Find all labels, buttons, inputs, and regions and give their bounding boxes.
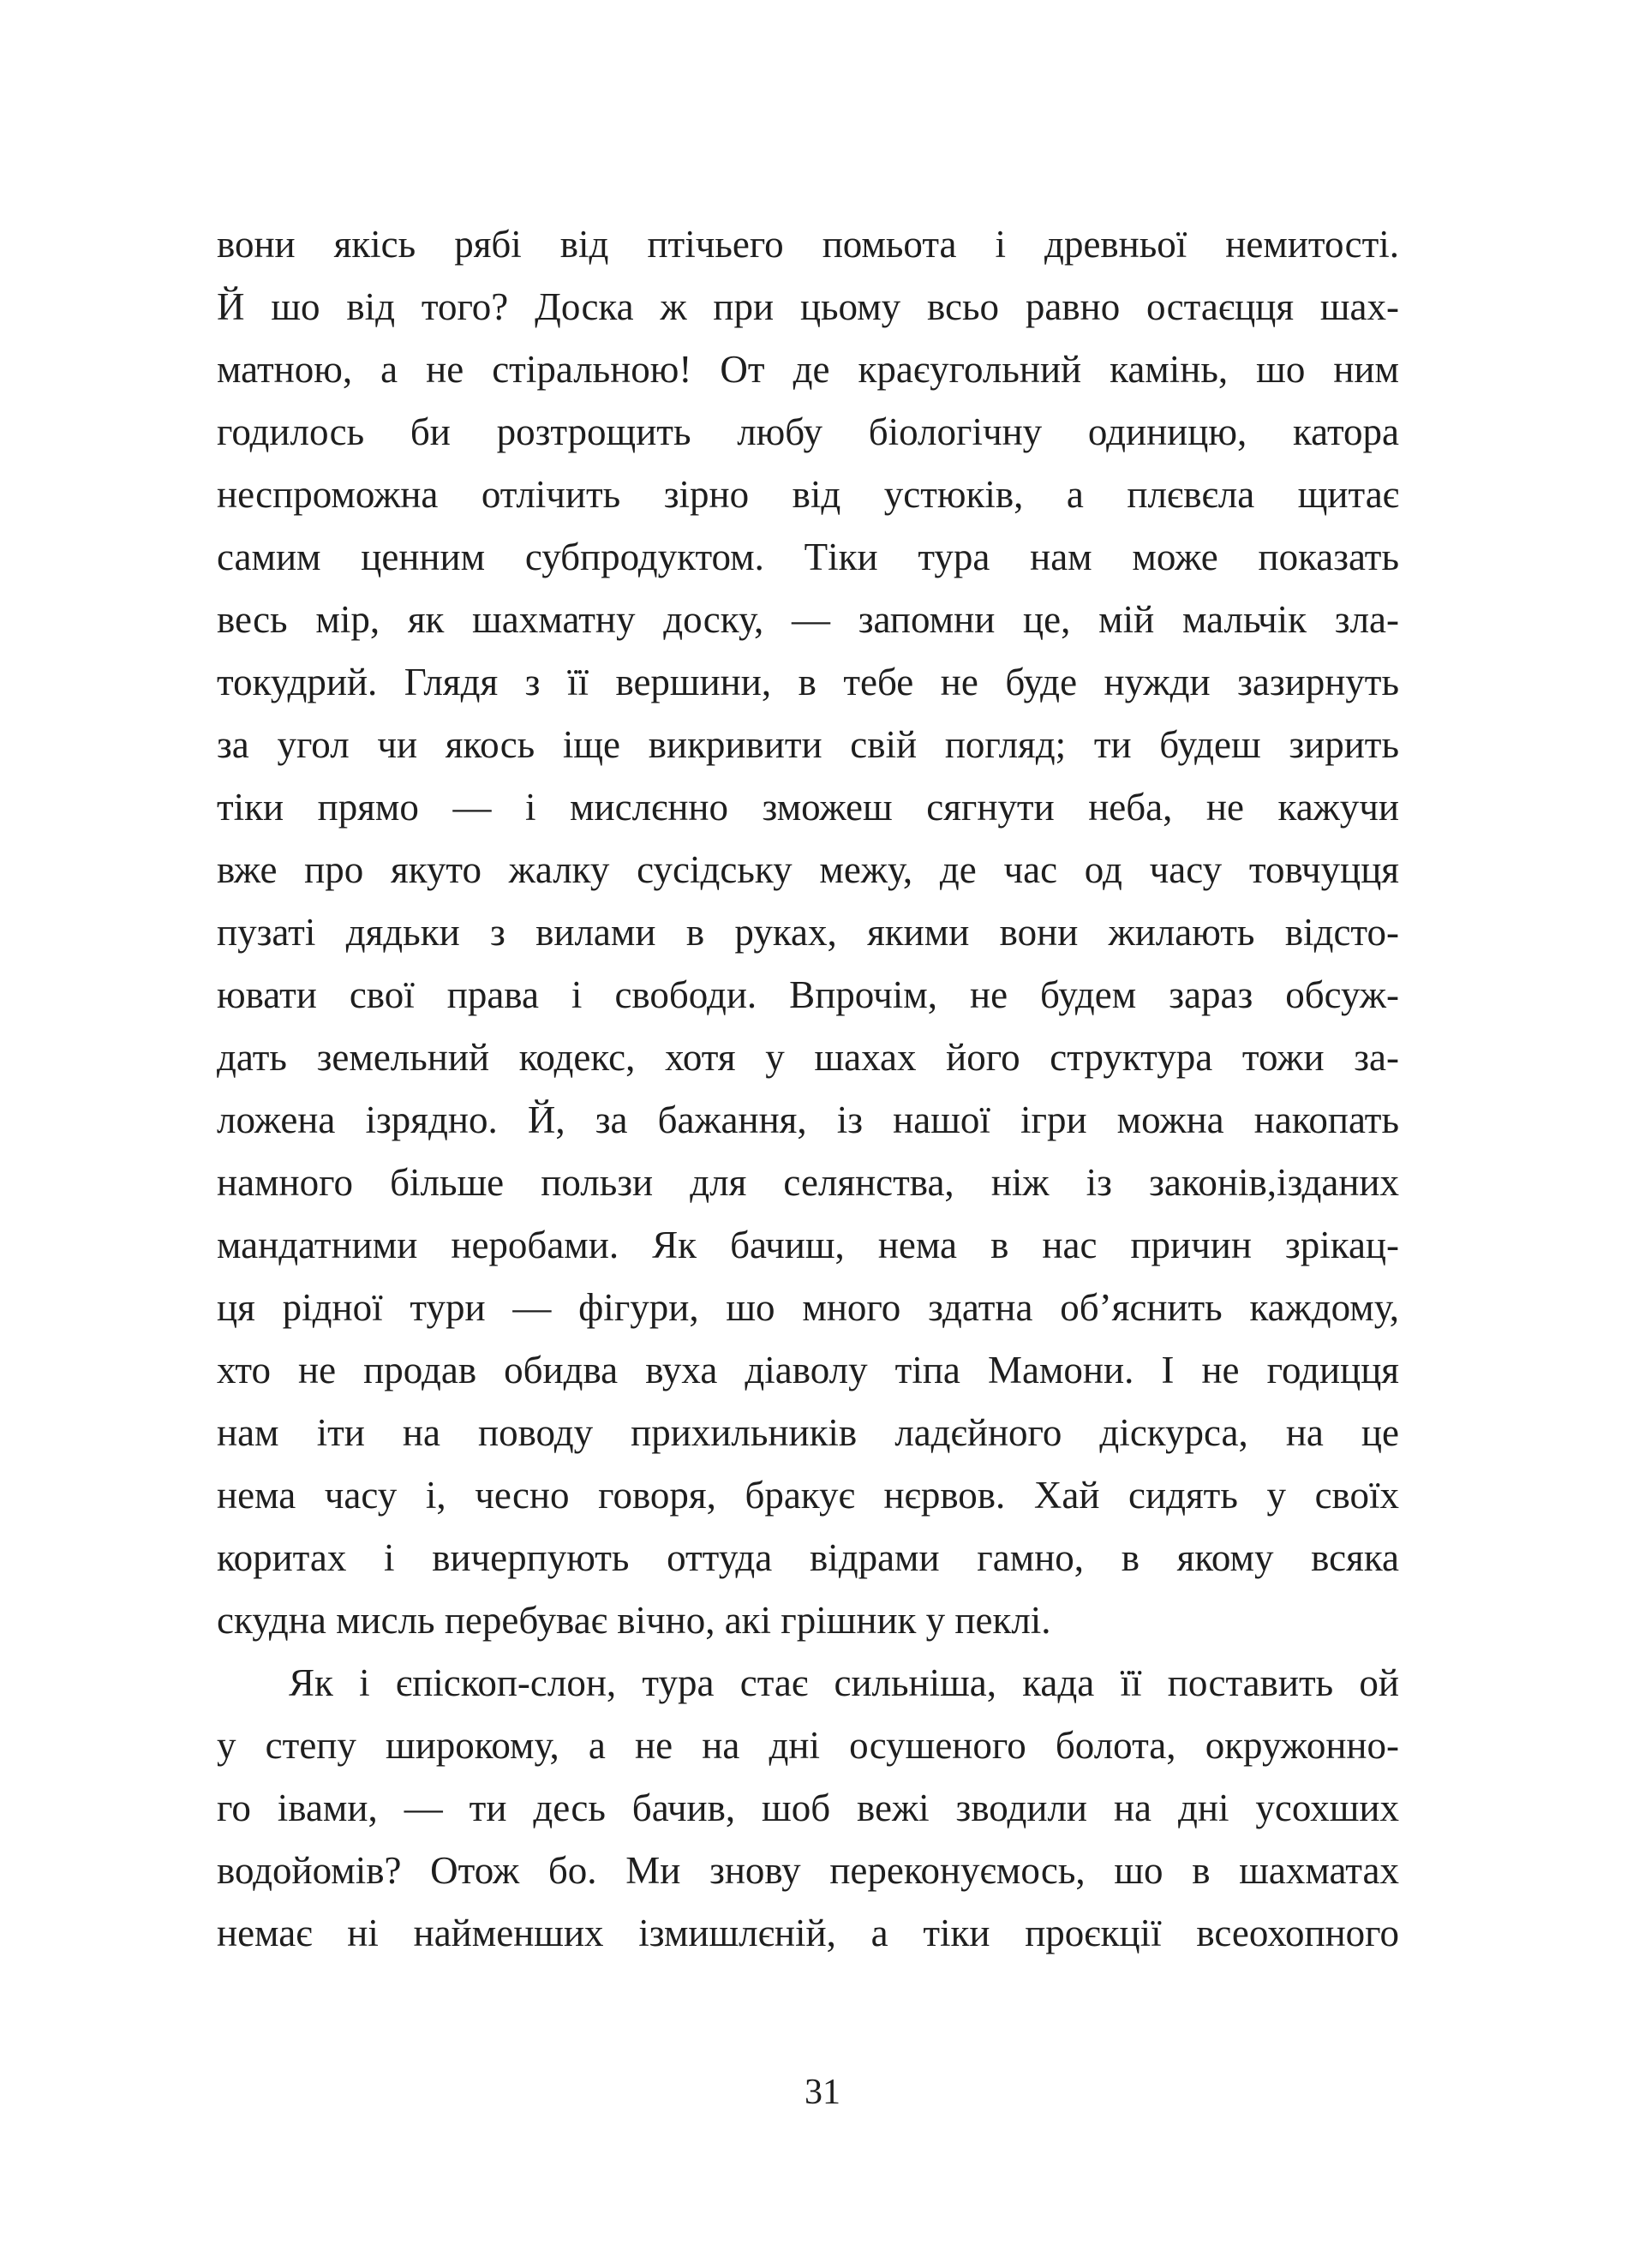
text-line: тіки прямо — і мислєнно зможеш сягнути неба, не кажучи — [217, 786, 1399, 829]
text-line: у степу широкому, а не на дні осушеного болота, окружонно- — [217, 1724, 1399, 1767]
text-line: скудна мисль перебуває вічно, акі грішник у пеклі. — [217, 1599, 1051, 1642]
text-line: годилось би розтрощить любу біологічну одиницю, катора — [217, 410, 1399, 453]
text-line: дать земельний кодекс, хотя у шахах його структура тожи за- — [217, 1036, 1399, 1079]
text-line: ця рідної тури — фігури, шо много здатна об’яснить каждому, — [217, 1286, 1399, 1329]
page-body-text — [217, 213, 1399, 1965]
text-line: весь мір, як шахматну доску, — запомни це, мій мальчік зла- — [217, 598, 1399, 641]
text-line: за угол чи якось іще викривити свій погляд; ти будеш зирить — [217, 723, 1399, 766]
text-line: нема часу і, чесно говоря, бракує нєрвов. Хай сидять у своїх — [217, 1474, 1399, 1517]
text-line: пузаті дядьки з вилами в руках, якими вони жилають відсто- — [217, 911, 1399, 954]
text-line: намного більше пользи для селянства, ніж із законів,ізданих — [217, 1161, 1399, 1204]
text-line: неспроможна отлічить зірно від устюків, а плєвєла щитає — [217, 473, 1399, 516]
paragraph — [217, 213, 1399, 1652]
text-line: ложена ізрядно. Й, за бажання, із нашої ігри можна накопать — [217, 1098, 1399, 1141]
text-line: ювати свої права і свободи. Впрочім, не будем зараз обсуж- — [217, 973, 1399, 1016]
text-line: Й шо від того? Доска ж при цьому всьо равно остаєцця шах- — [217, 285, 1399, 328]
text-line: вони якісь рябі від птічьего помьота і древньої немитості. — [217, 223, 1399, 266]
paragraph — [217, 1652, 1399, 1965]
text-line: мандатними неробами. Як бачиш, нема в нас причин зрікац- — [217, 1224, 1399, 1266]
text-line: матною, а не стіральною! От де краєугольний камінь, шо ним — [217, 348, 1399, 391]
text-line: водойомів? Отож бо. Ми знову переконуємось, шо в шахматах — [217, 1849, 1399, 1892]
text-line: нам іти на поводу прихильників ладєйного діскурса, на це — [217, 1411, 1399, 1454]
text-line: Як і єпіскоп-слон, тура стає сильніша, када її поставить ой — [289, 1661, 1399, 1704]
text-line: го івами, — ти десь бачив, шоб вежі зводили на дні усохших — [217, 1786, 1399, 1829]
text-line: немає ні найменших ізмишлєній, а тіки проєкції всеохопного — [217, 1912, 1399, 1954]
text-line: токудрий. Глядя з її вершини, в тебе не буде нужди зазирнуть — [217, 661, 1399, 703]
text-line: вже про якуто жалку сусідську межу, де час од часу товчуцця — [217, 848, 1399, 891]
text-line: хто не продав обидва вуха діаволу тіпа Мамони. І не годицця — [217, 1349, 1399, 1391]
page-number: 31 — [805, 2073, 840, 2112]
text-line: самим ценним субпродуктом. Тіки тура нам може показать — [217, 536, 1399, 578]
text-line: коритах і вичерпують оттуда відрами гамно, в якому всяка — [217, 1536, 1399, 1579]
